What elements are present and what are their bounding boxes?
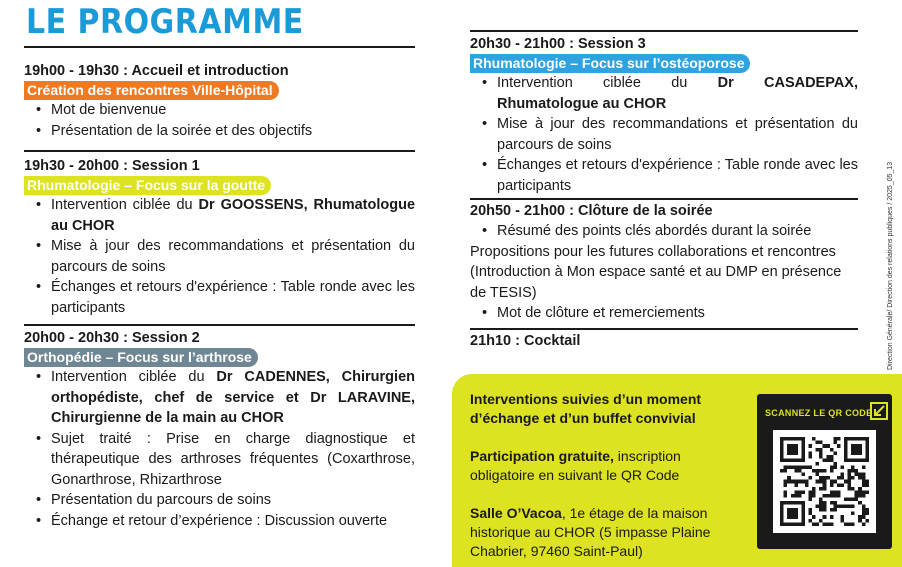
side-credit: Direction Générale/ Direction des relations publiques / 2025_05_13 xyxy=(887,161,894,370)
session-time: 21h10 : Cocktail xyxy=(470,332,581,349)
session-cocktail xyxy=(470,328,858,351)
list-item: • Intervention ciblée du Dr CADENNES, Chirurgien orthopédiste, chef de service et Dr LARAVINE, Chirurgienne de la main au CHOR xyxy=(24,367,415,429)
session-time: 20h00 - 20h30 : Session 2 xyxy=(24,330,200,346)
list-item: • Mot de bienvenue xyxy=(24,100,415,121)
session-time: 19h30 - 20h00 : Session 1 xyxy=(24,158,200,174)
session-time: 20h30 - 21h00 : Session 3 xyxy=(470,36,646,52)
session-2 xyxy=(24,324,415,531)
right-column xyxy=(470,30,858,351)
divider xyxy=(24,46,415,48)
left-column xyxy=(24,46,415,531)
session-1 xyxy=(24,150,415,318)
divider xyxy=(470,30,858,32)
divider xyxy=(470,198,858,200)
session-closing xyxy=(470,198,858,324)
list-item: • Mise à jour des recommandations et présentation du parcours de soins xyxy=(24,236,415,277)
session-time: 19h00 - 19h30 : Accueil et introduction xyxy=(24,63,289,79)
bullet-list xyxy=(470,221,858,242)
page-title: LE PROGRAMME xyxy=(26,3,304,43)
divider xyxy=(470,328,858,330)
info-buffet: Interventions suivies d’un moment d’échange et d’un buffet convivial xyxy=(470,391,702,426)
info-registration: Participation gratuite, inscription obligatoire en suivant le QR Code xyxy=(470,448,681,483)
bullet-list xyxy=(24,367,415,531)
list-item: • Intervention ciblée du Dr CASADEPAX, Rhumatologue au CHOR xyxy=(470,73,858,114)
session-tag: Orthopédie – Focus sur l’arthrose xyxy=(24,348,258,367)
info-text xyxy=(470,390,740,567)
qr-label: SCANNEZ LE QR CODE xyxy=(765,408,873,418)
info-location: Salle O’Vacoa, 1e étage de la maison historique au CHOR (5 impasse Plaine Chabrier, 97460 Saint-Paul) xyxy=(470,505,711,559)
list-item: • Sujet traité : Prise en charge diagnostique et thérapeutique des arthroses fréquentes (Coxarthrose, Gonarthrose, Rhizarthrose xyxy=(24,429,415,491)
session-tag: Rhumatologie – Focus sur la goutte xyxy=(24,176,271,195)
list-item: • Présentation du parcours de soins xyxy=(24,490,415,511)
bullet-list xyxy=(470,303,858,324)
divider xyxy=(24,150,415,152)
list-item: • Échange et retour d’expérience : Discussion ouverte xyxy=(24,511,415,532)
bullet-list xyxy=(24,195,415,318)
list-item: • Mot de clôture et remerciements xyxy=(470,303,858,324)
arrow-down-left-icon xyxy=(870,402,888,420)
session-welcome xyxy=(24,46,415,141)
info-box xyxy=(452,374,902,567)
session-3 xyxy=(470,30,858,196)
session-tag: Création des rencontres Ville-Hôpital xyxy=(24,81,279,100)
session-tag: Rhumatologie – Focus sur l’ostéoporose xyxy=(470,54,750,73)
list-item: • Présentation de la soirée et des objectifs xyxy=(24,121,415,142)
list-item: • Intervention ciblée du Dr GOOSSENS, Rhumatologue au CHOR xyxy=(24,195,415,236)
list-item: • Échanges et retours d'expérience : Table ronde avec les participants xyxy=(470,155,858,196)
list-item: • Échanges et retours d'expérience : Table ronde avec les participants xyxy=(24,277,415,318)
list-item: • Mise à jour des recommandations et présentation du parcours de soins xyxy=(470,114,858,155)
bullet-list xyxy=(470,73,858,196)
qr-panel xyxy=(757,394,892,549)
bullet-list xyxy=(24,100,415,141)
list-item: • Résumé des points clés abordés durant la soirée xyxy=(470,221,858,242)
closing-paragraph: Propositions pour les futures collaborations et rencontres (Introduction à Mon espace santé et au DMP en présence de TESIS) xyxy=(470,243,842,301)
session-time: 20h50 - 21h00 : Clôture de la soirée xyxy=(470,203,713,219)
qr-code[interactable] xyxy=(773,430,876,533)
divider xyxy=(24,324,415,326)
